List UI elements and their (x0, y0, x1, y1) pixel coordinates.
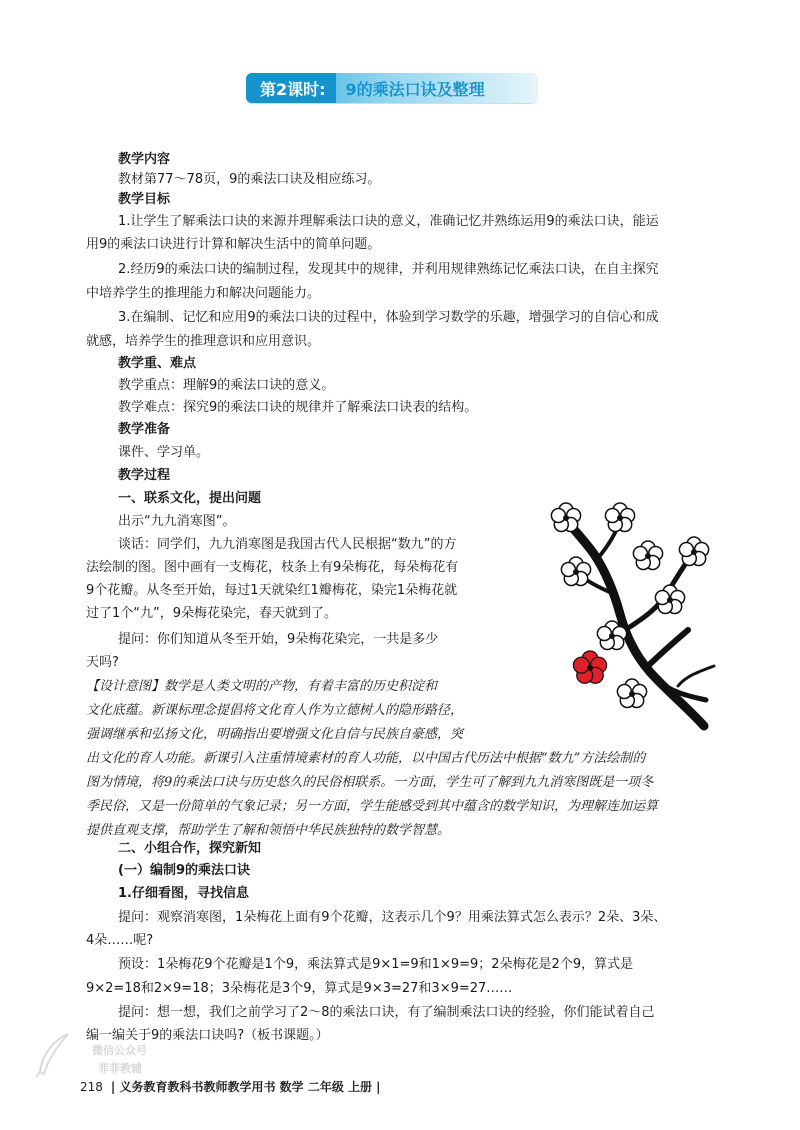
heading-preparation: 教学准备 (118, 422, 171, 437)
plum-blossom (561, 557, 590, 586)
heading-key-points: 教学重、难点 (118, 356, 197, 371)
heading-content: 教学内容 (118, 152, 171, 167)
paragraph: 用9的乘法口诀进行计算和解决生活中的简单问题。 (86, 237, 381, 252)
paragraph: 教材第77～78页，9的乘法口诀及相应练习。 (118, 172, 381, 187)
design-intent: 提供直观支撑，帮助学生了解和领悟中华民族独特的数学智慧。 (86, 823, 451, 838)
plum-blossom (551, 503, 580, 532)
paragraph: 预设：1朵梅花9个花瓣是1个9，乘法算式是9×1=9和1×9=9；2朵梅花是2个9，算式是 (118, 957, 634, 972)
paragraph: 中培养学生的推理能力和解决问题能力。 (86, 286, 321, 301)
paragraph: 天吗? (86, 655, 119, 670)
plum-blossom (605, 503, 634, 532)
lesson-title-banner (246, 73, 538, 103)
subsection-heading: (一）编制9的乘法口诀 (118, 863, 250, 878)
paragraph: 提问：你们知道从冬至开始，9朵梅花染完，一共是多少 (118, 632, 439, 647)
design-intent: 文化底蕴。新课标理念提倡将文化育人作为立德树人的隐形路径， (86, 703, 464, 718)
heading-goals: 教学目标 (118, 192, 171, 207)
step-heading: 1.仔细看图，寻找信息 (118, 886, 249, 901)
watermark (34, 1032, 164, 1082)
paragraph: 出示“九九消寒图”。 (118, 514, 236, 529)
plum-blossom (679, 537, 708, 566)
paragraph: 9×2=18和2×9=18；3朵梅花是3个9，算式是9×3=27和3×9=27…… (86, 981, 513, 996)
paragraph: 谈话：同学们，九九消寒图是我国古代人民根据“数九”的方 (118, 537, 457, 552)
paragraph: 就感，培养学生的推理意识和应用意识。 (86, 334, 321, 349)
paragraph: 2.经历9的乘法口诀的编制过程，发现其中的规律，并利用规律熟练记忆乘法口诀，在自主探究 (118, 262, 659, 277)
design-intent: 强调继承和弘扬文化，明确指出要增强文化自信与民族自豪感，突 (86, 727, 464, 742)
paragraph: 教学重点：理解9的乘法口诀的意义。 (118, 378, 335, 393)
paragraph: 课件、学习单。 (118, 445, 210, 460)
paragraph: 提问：观察消寒图，1朵梅花上面有9个花瓣，这表示几个9？用乘法算式怎么表示？2朵、3朵、 (118, 910, 667, 925)
section-heading: 一、联系文化，提出问题 (118, 491, 262, 506)
watermark-line: 微信公众号 (92, 1044, 147, 1057)
paragraph: 9个花瓣。从冬至开始，每过1天就染红1瓣梅花，染完1朵梅花就 (86, 583, 458, 598)
plum-blossom-illustration (528, 496, 728, 732)
design-intent: 【设计意图】数学是人类文明的产物，有着丰富的历史积淀和 (86, 679, 438, 694)
plum-blossom (633, 541, 662, 570)
plum-blossom (655, 585, 684, 614)
page-footer (80, 1078, 381, 1095)
watermark-line: 菲菲教辅 (98, 1062, 142, 1075)
section-heading: 二、小组合作，探究新知 (118, 841, 262, 856)
lesson-number: 第2课时: (246, 73, 336, 103)
design-intent: 季民俗，又是一份简单的气象记录；另一方面，学生能感受到其中蕴含的数学知识，为理解连加运算 (86, 799, 659, 814)
design-intent: 出文化的育人功能。新课引入注重情境素材的育人功能，以中国古代历法中根据“数九”方法绘制的 (86, 751, 646, 766)
heading-process: 教学过程 (118, 468, 171, 483)
plum-blossom (617, 679, 646, 708)
paragraph: 3.在编制、记忆和应用9的乘法口诀的过程中，体验到学习数学的乐趣，增强学习的自信心和成 (118, 310, 659, 325)
plum-branch (646, 630, 688, 668)
paragraph: 提问：想一想，我们之前学习了2～8的乘法口诀，有了编制乘法口诀的经验，你们能试着自己 (118, 1005, 655, 1020)
page-number: 218 (80, 1080, 103, 1094)
feather-pen-icon (34, 1032, 74, 1078)
design-intent: 图为情境，将9的乘法口诀与历史悠久的民俗相联系。一方面，学生可了解到九九消寒图既是一项冬 (86, 775, 654, 790)
plum-blossom-red (573, 651, 606, 683)
paragraph: 教学难点：探究9的乘法口诀的规律并了解乘法口诀表的结构。 (118, 400, 478, 415)
paragraph: 1.让学生了解乘法口诀的来源并理解乘法口诀的意义，准确记忆并熟练运用9的乘法口诀，能运 (118, 214, 659, 229)
paragraph: 4朵……呢? (86, 933, 154, 948)
book-title: | 义务教育教科书教师教学用书 数学 二年级 上册 | (110, 1080, 381, 1094)
lesson-title: 9的乘法口诀及整理 (345, 79, 485, 99)
paragraph: 法绘制的图。图中画有一支梅花，枝条上有9朵梅花，每朵梅花有 (86, 560, 459, 575)
plum-branch (678, 666, 714, 686)
paragraph: 编一编关于9的乘法口诀吗?（板书课题。） (86, 1028, 329, 1043)
paragraph: 过了1个“九”，9朵梅花染完，春天就到了。 (86, 606, 338, 621)
